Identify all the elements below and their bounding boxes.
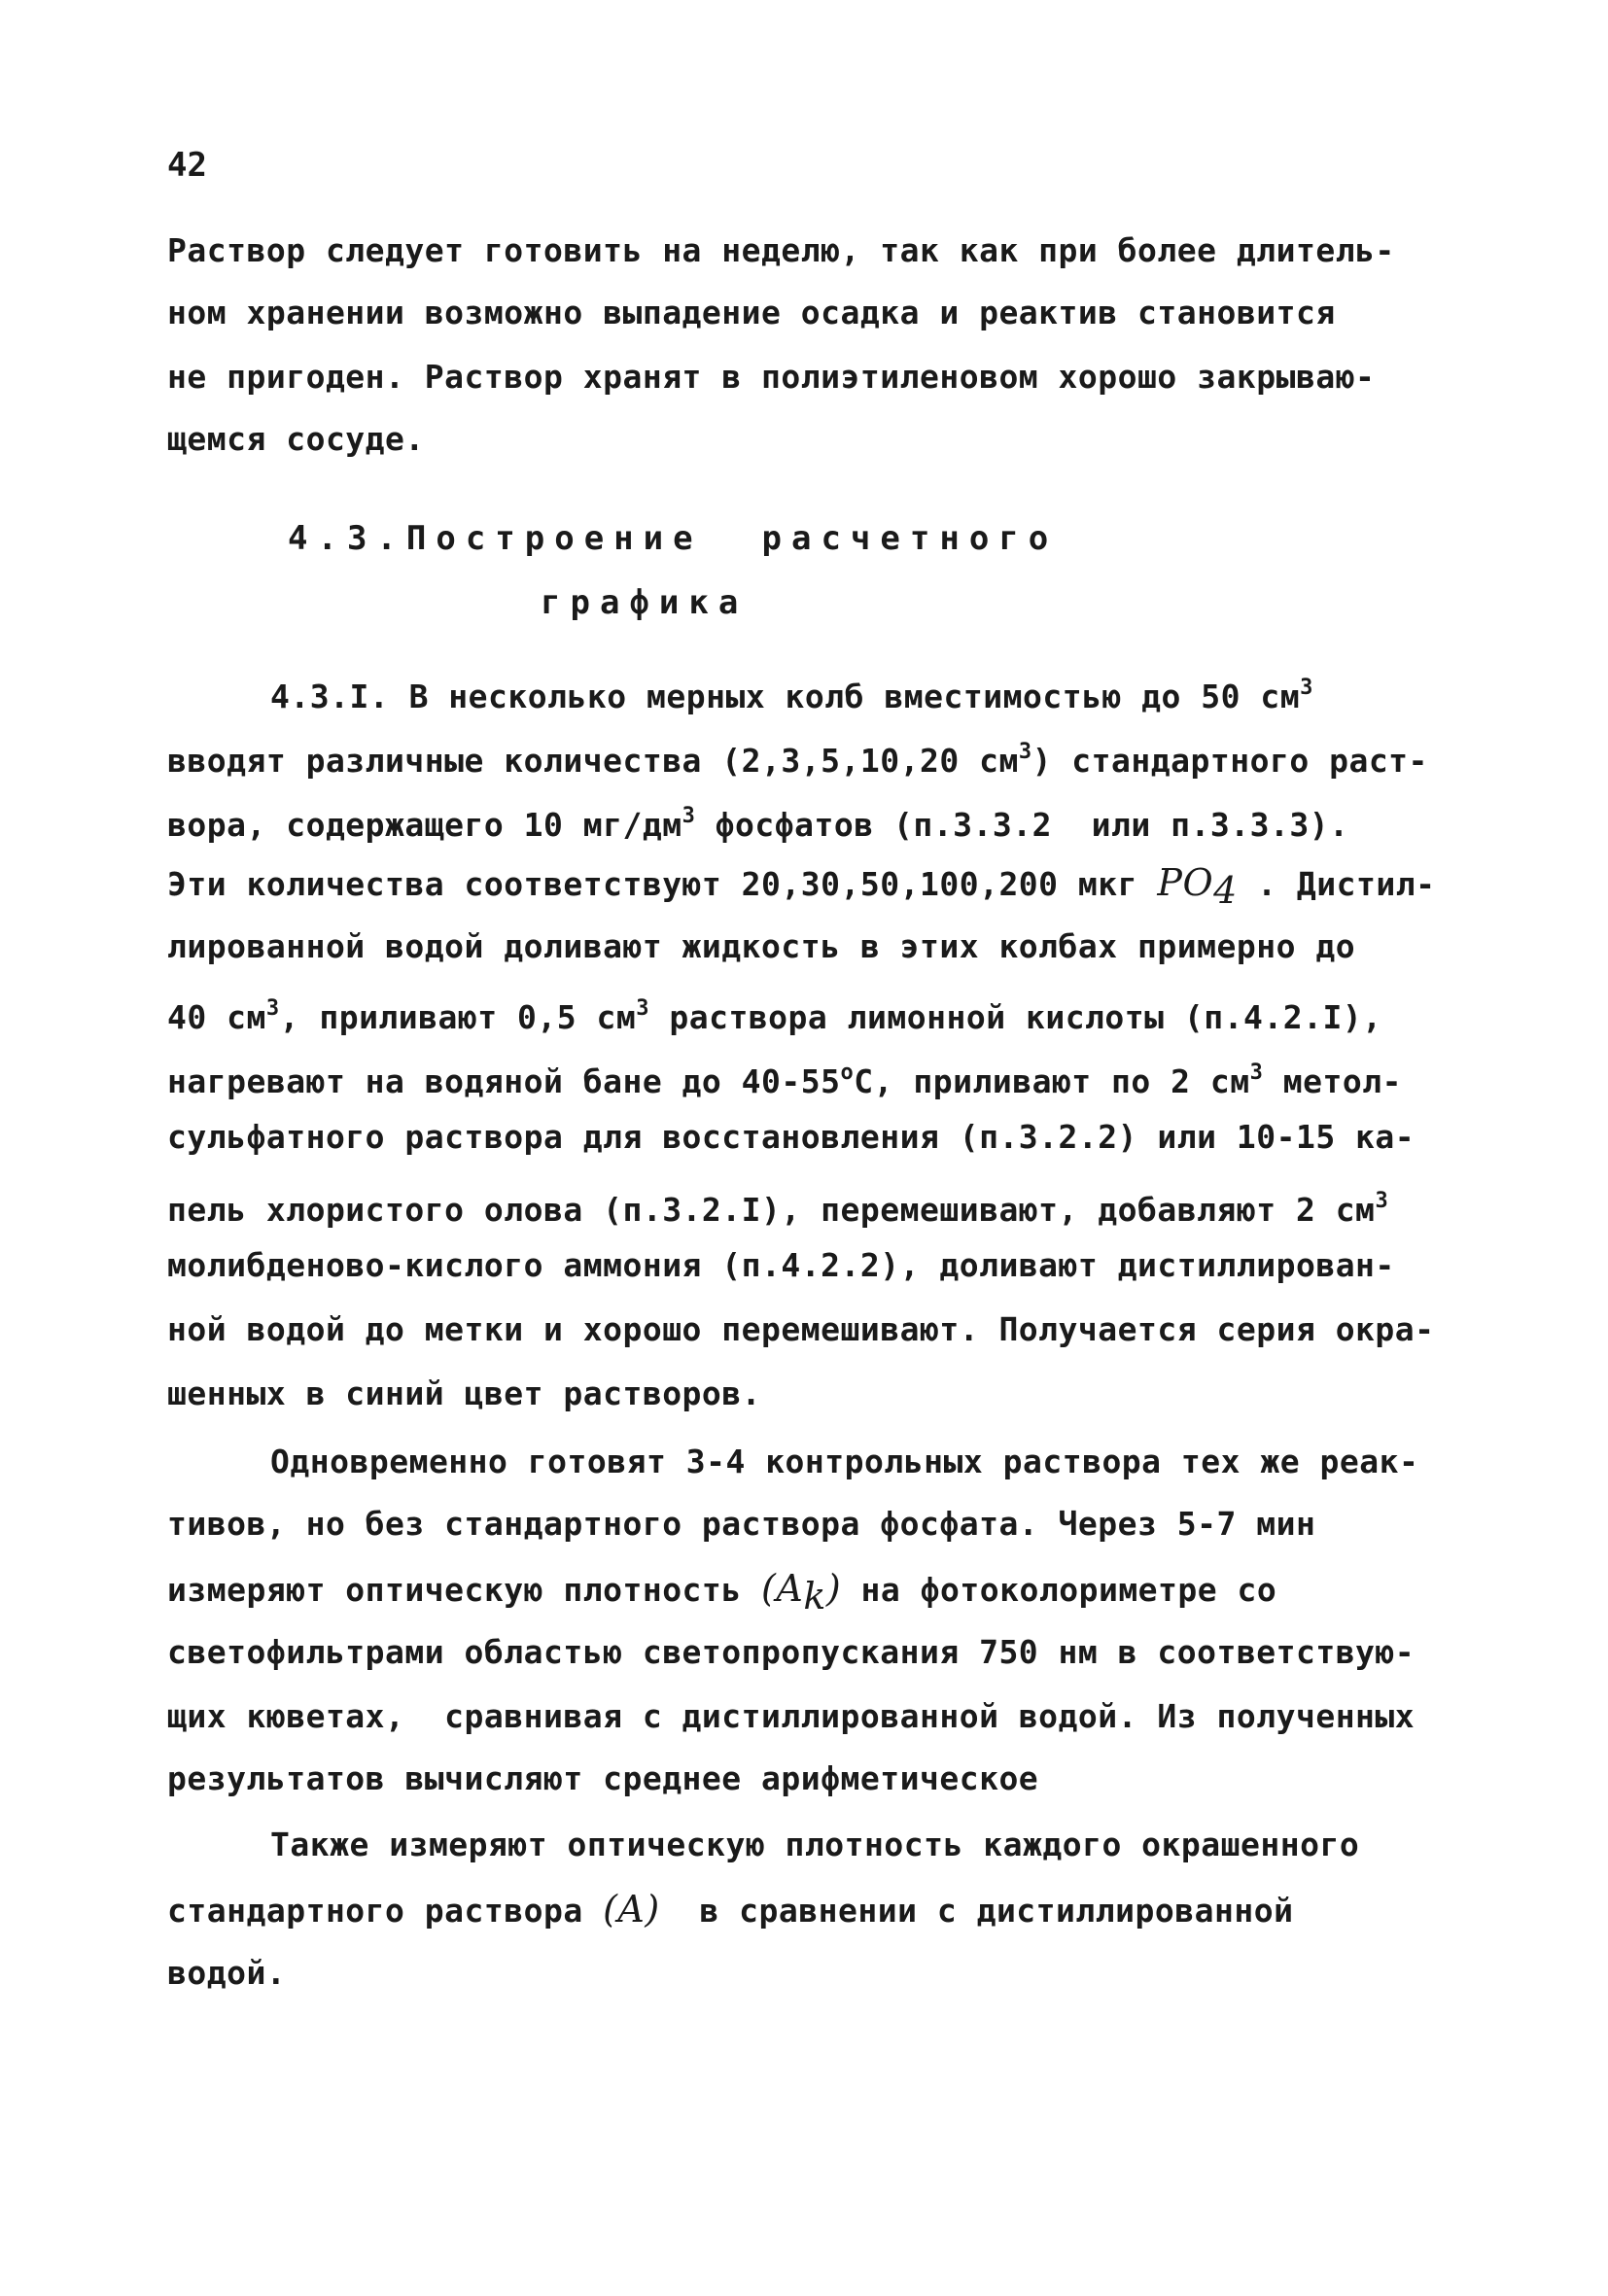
text-line: измеряют оптическую плотность $(A_k)$ на фотоколориметре со	[167, 1567, 1277, 1618]
section-number: 4.3.	[288, 519, 406, 558]
text-line: вора, содержащего 10 $мг/дм^3$ фосфатов (п.3.3.2 или п.3.3.3).	[167, 804, 1349, 844]
formula-ak: (A	[761, 1567, 804, 1610]
text-line: не пригоден. Раствор хранят в полиэтиленовом хорошо закрываю-	[167, 358, 1376, 396]
text-line: Эти количества соответствуют 20,30,50,100,200 мкг $PO_4$ . Дистил-	[167, 861, 1436, 912]
text-line: результатов вычисляют среднее арифметическое	[167, 1759, 1039, 1797]
text-line: Также измеряют оптическую плотность каждого окрашенного	[270, 1826, 1360, 1863]
text-line: шенных в синий цвет растворов.	[167, 1374, 762, 1412]
text-line: водой.	[167, 1954, 287, 1992]
text-line: вводят различные количества (2,3,5,10,20 $см^3$) стандартного раст-	[167, 740, 1428, 780]
text-line: светофильтрами областью светопропускания 750 нм в соответствую-	[167, 1633, 1416, 1671]
text-line: 40 $см^3$, приливают 0,5 $см^3$ раствора лимонной кислоты (п.4.2.I),	[167, 996, 1382, 1036]
formula-po4: PO	[1157, 861, 1214, 904]
page-number: 42	[167, 146, 207, 185]
section-heading-line2: графика	[541, 583, 749, 622]
text-line: нагревают на водяной бане до 40-55$^o$С, приливают по 2 $см^3$ метол-	[167, 1061, 1402, 1100]
text-line: Одновременно готовят 3-4 контрольных раствора тех же реак-	[270, 1443, 1419, 1480]
section-title: Построение расчетного	[405, 519, 1059, 558]
text-line: ном хранении возможно выпадение осадка и реактив становится	[167, 294, 1336, 331]
text-line: сульфатного раствора для восстановления (п.3.2.2) или 10-15 ка-	[167, 1118, 1416, 1156]
text-line: ной водой до метки и хорошо перемешивают. Получается серия окра-	[167, 1310, 1435, 1348]
text-line: щих кюветах, сравнивая с дистиллированной водой. Из полученных	[167, 1697, 1416, 1735]
text-line: стандартного раствора (A) в сравнении с дистиллированной	[167, 1888, 1294, 1931]
formula-a: (A)	[603, 1888, 660, 1931]
text-line: лированной водой доливают жидкость в этих колбах примерно до	[167, 927, 1356, 965]
text-line: пель хлористого олова (п.3.2.I), перемешивают, добавляют 2 $см^3$	[167, 1189, 1389, 1229]
section-heading-line1	[288, 519, 1058, 558]
text-line: 4.3.I. В несколько мерных колб вместимостью до 50 $см^3$	[270, 676, 1313, 715]
text-line: молибденово-кислого аммония (п.4.2.2), доливают дистиллирован-	[167, 1246, 1395, 1284]
text-line: тивов, но без стандартного раствора фосфата. Через 5-7 мин	[167, 1505, 1316, 1543]
text-line: щемся сосуде.	[167, 420, 425, 458]
text-line: Раствор следует готовить на неделю, так как при более длитель-	[167, 231, 1395, 269]
